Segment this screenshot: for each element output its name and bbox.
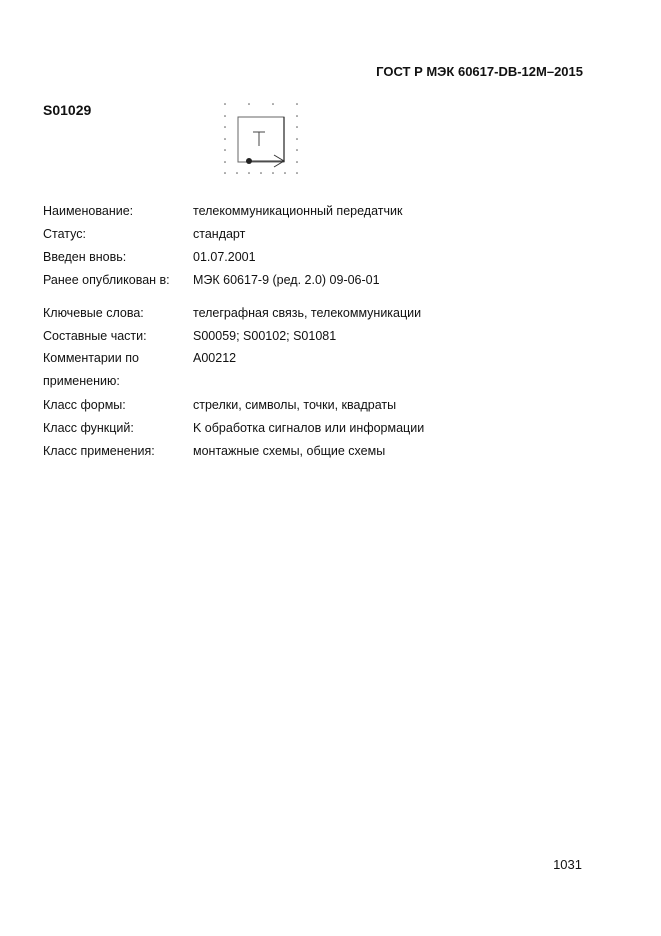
field-value: монтажные схемы, общие схемы — [193, 444, 386, 458]
field-value: стандарт — [193, 227, 246, 241]
field-value: МЭК 60617-9 (ред. 2.0) 09-06-01 — [193, 273, 380, 287]
field-value: K обработка сигналов или информации — [193, 421, 425, 435]
field-label: Ранее опубликован в: — [43, 273, 170, 287]
field-label: Класс применения: — [43, 444, 155, 458]
page-number: 1031 — [553, 857, 582, 872]
field-label: Комментарии по — [43, 351, 139, 365]
field-label: Наименование: — [43, 204, 134, 218]
field-label: Введен вновь: — [43, 250, 127, 264]
field-label: Ключевые слова: — [43, 306, 144, 320]
transmitter-symbol-icon — [218, 98, 308, 178]
field-label: применению: — [43, 374, 120, 388]
field-label: Класс формы: — [43, 398, 126, 412]
grid-dots — [224, 103, 298, 174]
field-value: S00059; S00102; S01081 — [193, 329, 337, 343]
field-value: телеграфная связь, телекоммуникации — [193, 306, 422, 320]
field-value: телекоммуникационный передатчик — [193, 204, 403, 218]
field-label: Статус: — [43, 227, 86, 241]
symbol-code: S01029 — [43, 102, 92, 118]
field-value: A00212 — [193, 351, 237, 365]
field-value: стрелки, символы, точки, квадраты — [193, 398, 397, 412]
field-label: Составные части: — [43, 329, 147, 343]
document-header: ГОСТ Р МЭК 60617-DB-12M–2015 — [376, 64, 583, 79]
field-value: 01.07.2001 — [193, 250, 256, 264]
field-label: Класс функций: — [43, 421, 134, 435]
